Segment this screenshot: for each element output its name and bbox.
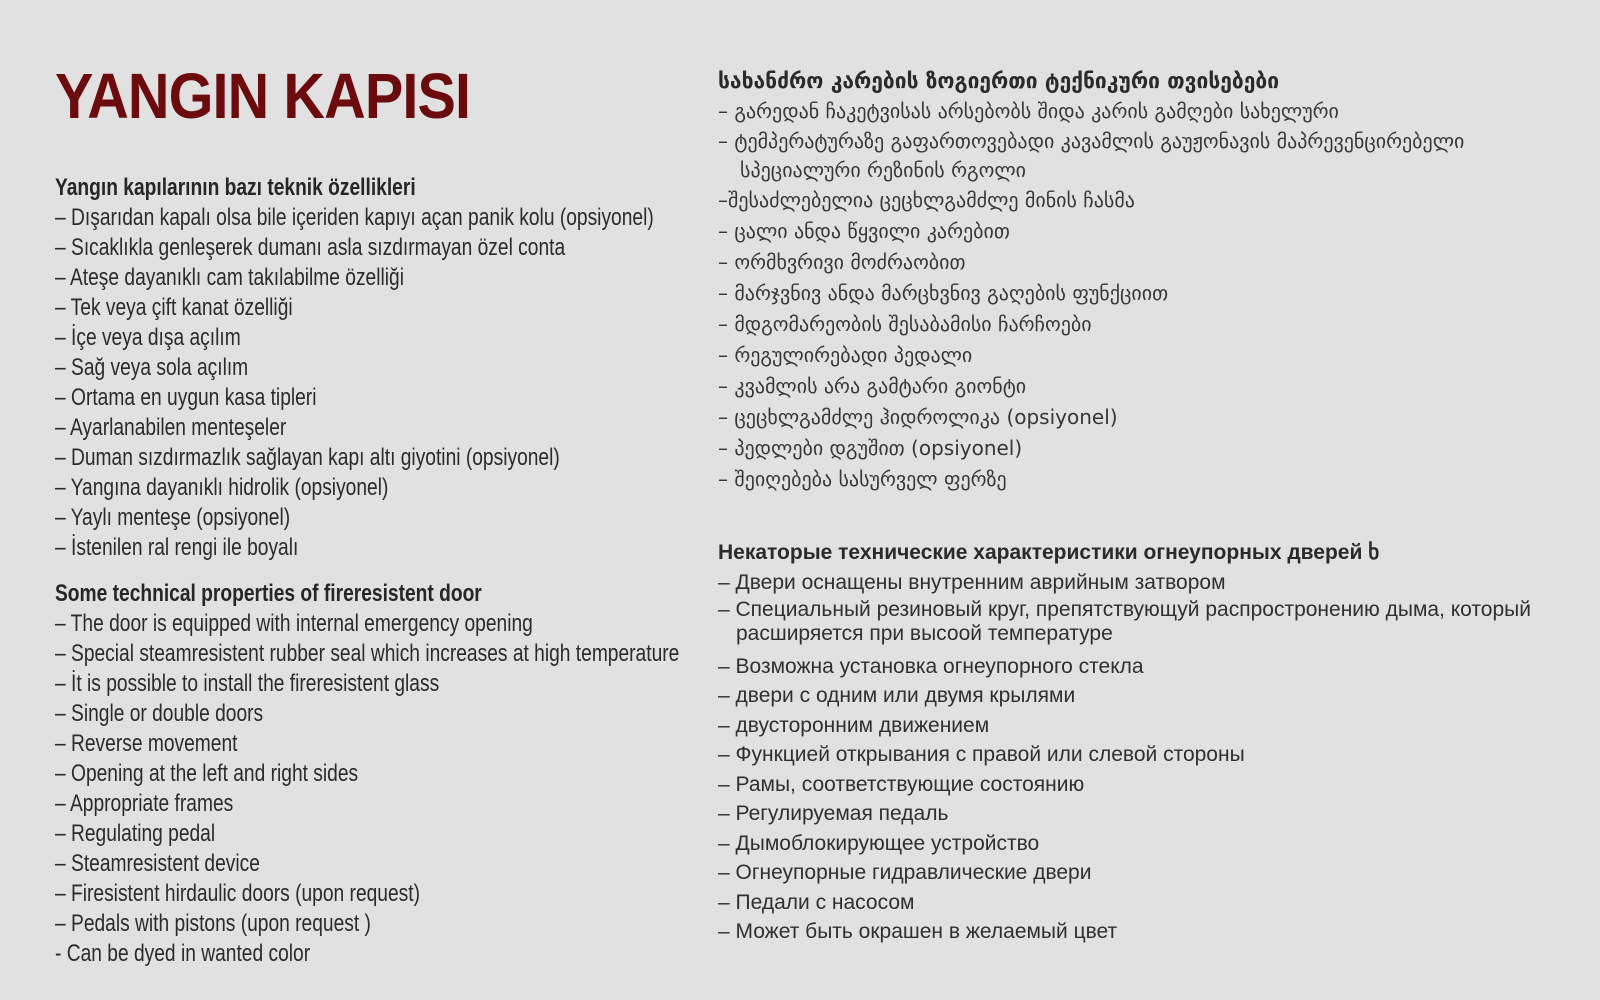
english-features-list	[55, 609, 679, 969]
list-item: – Огнеупорные гидравлические двери	[718, 861, 1092, 884]
list-item: – Reverse movement	[55, 730, 238, 757]
list-item: – ორმხვრივი მოძრაობით	[718, 250, 966, 274]
list-item: – Регулируемая педаль	[718, 802, 949, 825]
list-item: – The door is equipped with internal emergency opening	[55, 610, 533, 637]
list-item: - Can be dyed in wanted color	[55, 940, 311, 967]
turkish-features-heading: Yangın kapılarının bazı teknik özellikleri	[55, 174, 416, 201]
list-item: – двери с одним или двумя крылями	[718, 684, 1076, 707]
list-item: – Yangına dayanıklı hidrolik (opsiyonel)	[55, 474, 389, 501]
list-item: – Специальный резиновый круг, препятствующуй распростронению дыма, который расширяется при высоой температуре	[718, 597, 1531, 645]
turkish-features-section	[55, 173, 654, 563]
list-item: – Ayarlanabilen menteşeler	[55, 414, 287, 441]
list-item: – двусторонним движением	[718, 713, 990, 737]
list-item: – İçe veya dışa açılım	[55, 324, 241, 351]
list-item: – შეიღებება სასურველ ფერზე	[718, 467, 1007, 491]
list-item: – Возможна установка огнеупорного стекла	[718, 654, 1144, 678]
list-item: – Ateşe dayanıklı cam takılabilme özelliği	[55, 264, 404, 291]
page-title: YANGIN KAPISI	[55, 60, 471, 132]
list-item: – კვამლის არა გამტარი გიონტი	[718, 374, 1027, 398]
list-item: – Firesistent hirdaulic doors (upon request)	[55, 880, 420, 907]
list-item: – Дымоблокирующее устройство	[718, 831, 1040, 855]
list-item: – Sıcaklıkla genleşerek dumanı asla sızdırmayan özel conta	[55, 234, 566, 261]
georgian-features-heading: სახანძრო კარების ზოგიერთი ტექნიკური თვისებები	[718, 69, 1280, 93]
list-item: – Single or double doors	[55, 700, 264, 727]
english-features-heading: Some technical properties of fireresistent door	[55, 580, 482, 607]
list-item: – Dışarıdan kapalı olsa bile içeriden kapıyı açan panik kolu (opsiyonel)	[55, 204, 654, 231]
list-item: –შესაძლებელია ცეცხლგამძლე მინის ჩასმა	[718, 188, 1135, 212]
list-item: – Педали с насосом	[718, 890, 915, 914]
list-item: – İstenilen ral rengi ile boyalı	[55, 534, 299, 561]
list-item: – Sağ veya sola açılım	[55, 354, 249, 381]
list-item: – პედლები დგუშით (opsiyonel)	[718, 436, 1023, 460]
list-item: – Yaylı menteşe (opsiyonel)	[55, 504, 291, 531]
list-item: – რეგულირებადი პედალი	[718, 343, 973, 367]
georgian-features-list	[718, 96, 1570, 495]
list-item: – ცეცხლგამძლე ჰიდროლიკა (opsiyonel)	[718, 405, 1118, 429]
list-item: – Рамы, соответствующие состоянию	[718, 772, 1085, 796]
list-item: – Pedals with pistons (upon request )	[55, 910, 371, 937]
list-item: – Steamresistent device	[55, 850, 260, 877]
list-item: – მარჯვნივ ანდა მარცხვნივ გაღების ფუნქციით	[718, 281, 1169, 305]
list-item: – Может быть окрашен в желаемый цвет	[718, 920, 1118, 943]
turkish-features-list	[55, 203, 654, 563]
list-item: – Ortama en uygun kasa tipleri	[55, 384, 317, 411]
list-item: – İt is possible to install the fireresistent glass	[55, 670, 440, 697]
list-item: – მდგომარეობის შესაბამისი ჩარჩოები	[718, 312, 1092, 336]
russian-features-heading: Некаторые технические характеристики огнеупорных дверей ხ	[718, 541, 1380, 564]
list-item: – Regulating pedal	[55, 820, 216, 847]
list-item: – Opening at the left and right sides	[55, 760, 359, 787]
russian-features-list	[718, 568, 1566, 947]
list-item: – გარედან ჩაკეტვისას არსებობს შიდა კარის გამღები სახელური	[718, 99, 1339, 123]
list-item: – Функцией открывания с правой или слевой стороны	[718, 743, 1245, 766]
list-item: – Tek veya çift kanat özelliği	[55, 294, 293, 321]
list-item: – Двери оснащены внутренним аврийным затвором	[718, 571, 1226, 594]
georgian-features-section	[718, 66, 1570, 495]
russian-features-section	[718, 538, 1566, 947]
list-item: – Appropriate frames	[55, 790, 234, 817]
list-item: – Duman sızdırmazlık sağlayan kapı altı giyotini (opsiyonel)	[55, 444, 560, 471]
list-item: – ტემპერატურაზე გაფართოვებადი კავამლის გაუჟონავის მაპრევენცირებელი სპეციალური რეზინის რგოლი	[718, 129, 1465, 182]
list-item: – ცალი ანდა წყვილი კარებით	[718, 219, 1010, 243]
list-item: – Special steamresistent rubber seal which increases at high temperature	[55, 640, 680, 667]
english-features-section	[55, 579, 679, 969]
